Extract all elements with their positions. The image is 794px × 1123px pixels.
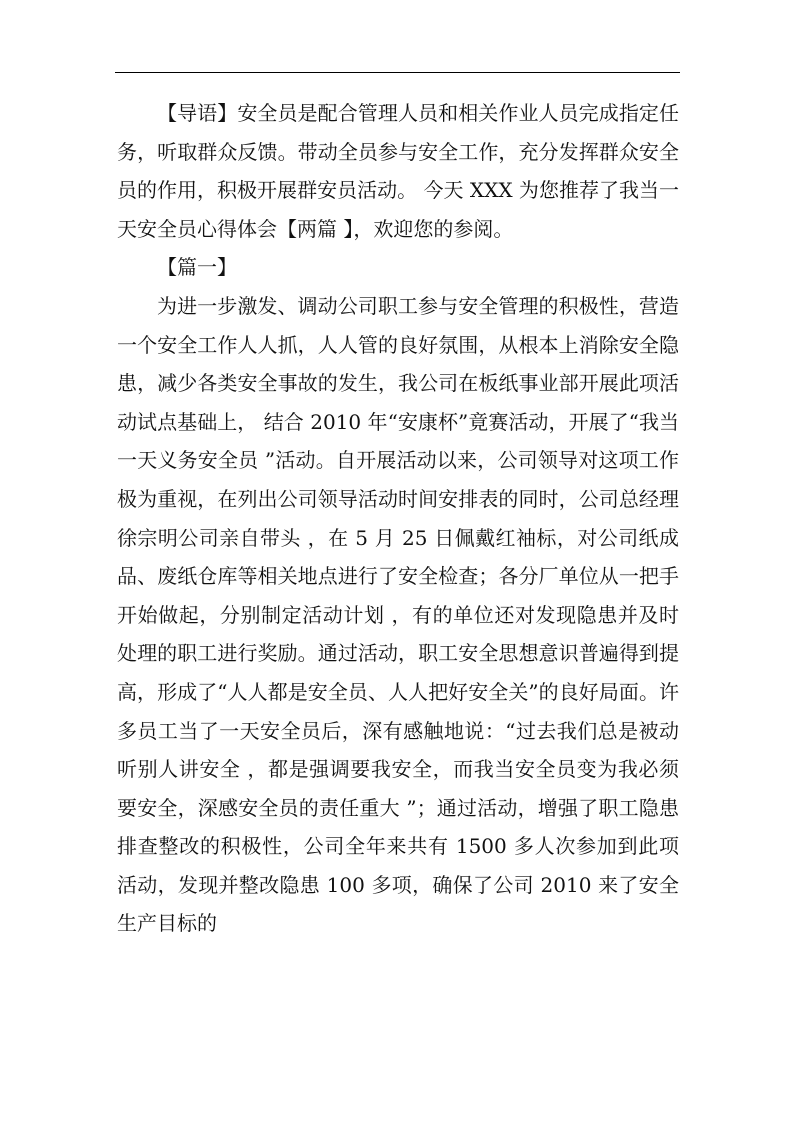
section-title: 【篇一】	[157, 255, 237, 280]
header-rule	[115, 72, 680, 73]
document-body	[117, 94, 679, 943]
body-paragraph: 为进一步激发、调动公司职工参与安全管理的积极性，营造一个安全工作人人抓，人人管的良好氛围，从根本上消除安全隐患，减少各类安全事故的发生，我公司在板纸事业部开展此项活动试点基础上， 结合 2010 年“安康杯”竟赛活动，开展了“我当一天义务安全员 ”活动。自开展活动以来，公司领导对这项工作极为重视，在列出公司领导活动时间安排表的同时，公司总经理徐宗明公司亲自带头 ，在 5 月 25 日佩戴红袖标，对公司纸成品、废纸仓库等相关地点进行了安全检查；各分厂单位从一把手开始做起，分别制定活动计划 ，有的单位还对发现隐患并及时处理的职工进行奖励。通过活动，职工安全思想意识普遍得到提高，形成了“人人都是安全员、人人把好安全关”的良好局面。许多员工当了一天安全员后，深有感触地说：“过去我们总是被动听别人讲安全 ，都是强调要我安全，而我当安全员变为我必须要安全，深感安全员的责任重大 ”；通过活动，增强了职工隐患排查整改的积极性，公司全年来共有 1500 多人次参加到此项活动，发现并整改隐患 100 多项，确保了公司 2010 来了安全生产目标的	[117, 293, 679, 936]
intro-paragraph: 【导语】安全员是配合管理人员和相关作业人员完成指定任务，听取群众反馈。带动全员参与安全工作，充分发挥群众安全员的作用，积极开展群安员活动。 今天 XXX 为您推荐了我当一天安全员心得体会【两篇 】，欢迎您的参阅。	[117, 101, 679, 241]
